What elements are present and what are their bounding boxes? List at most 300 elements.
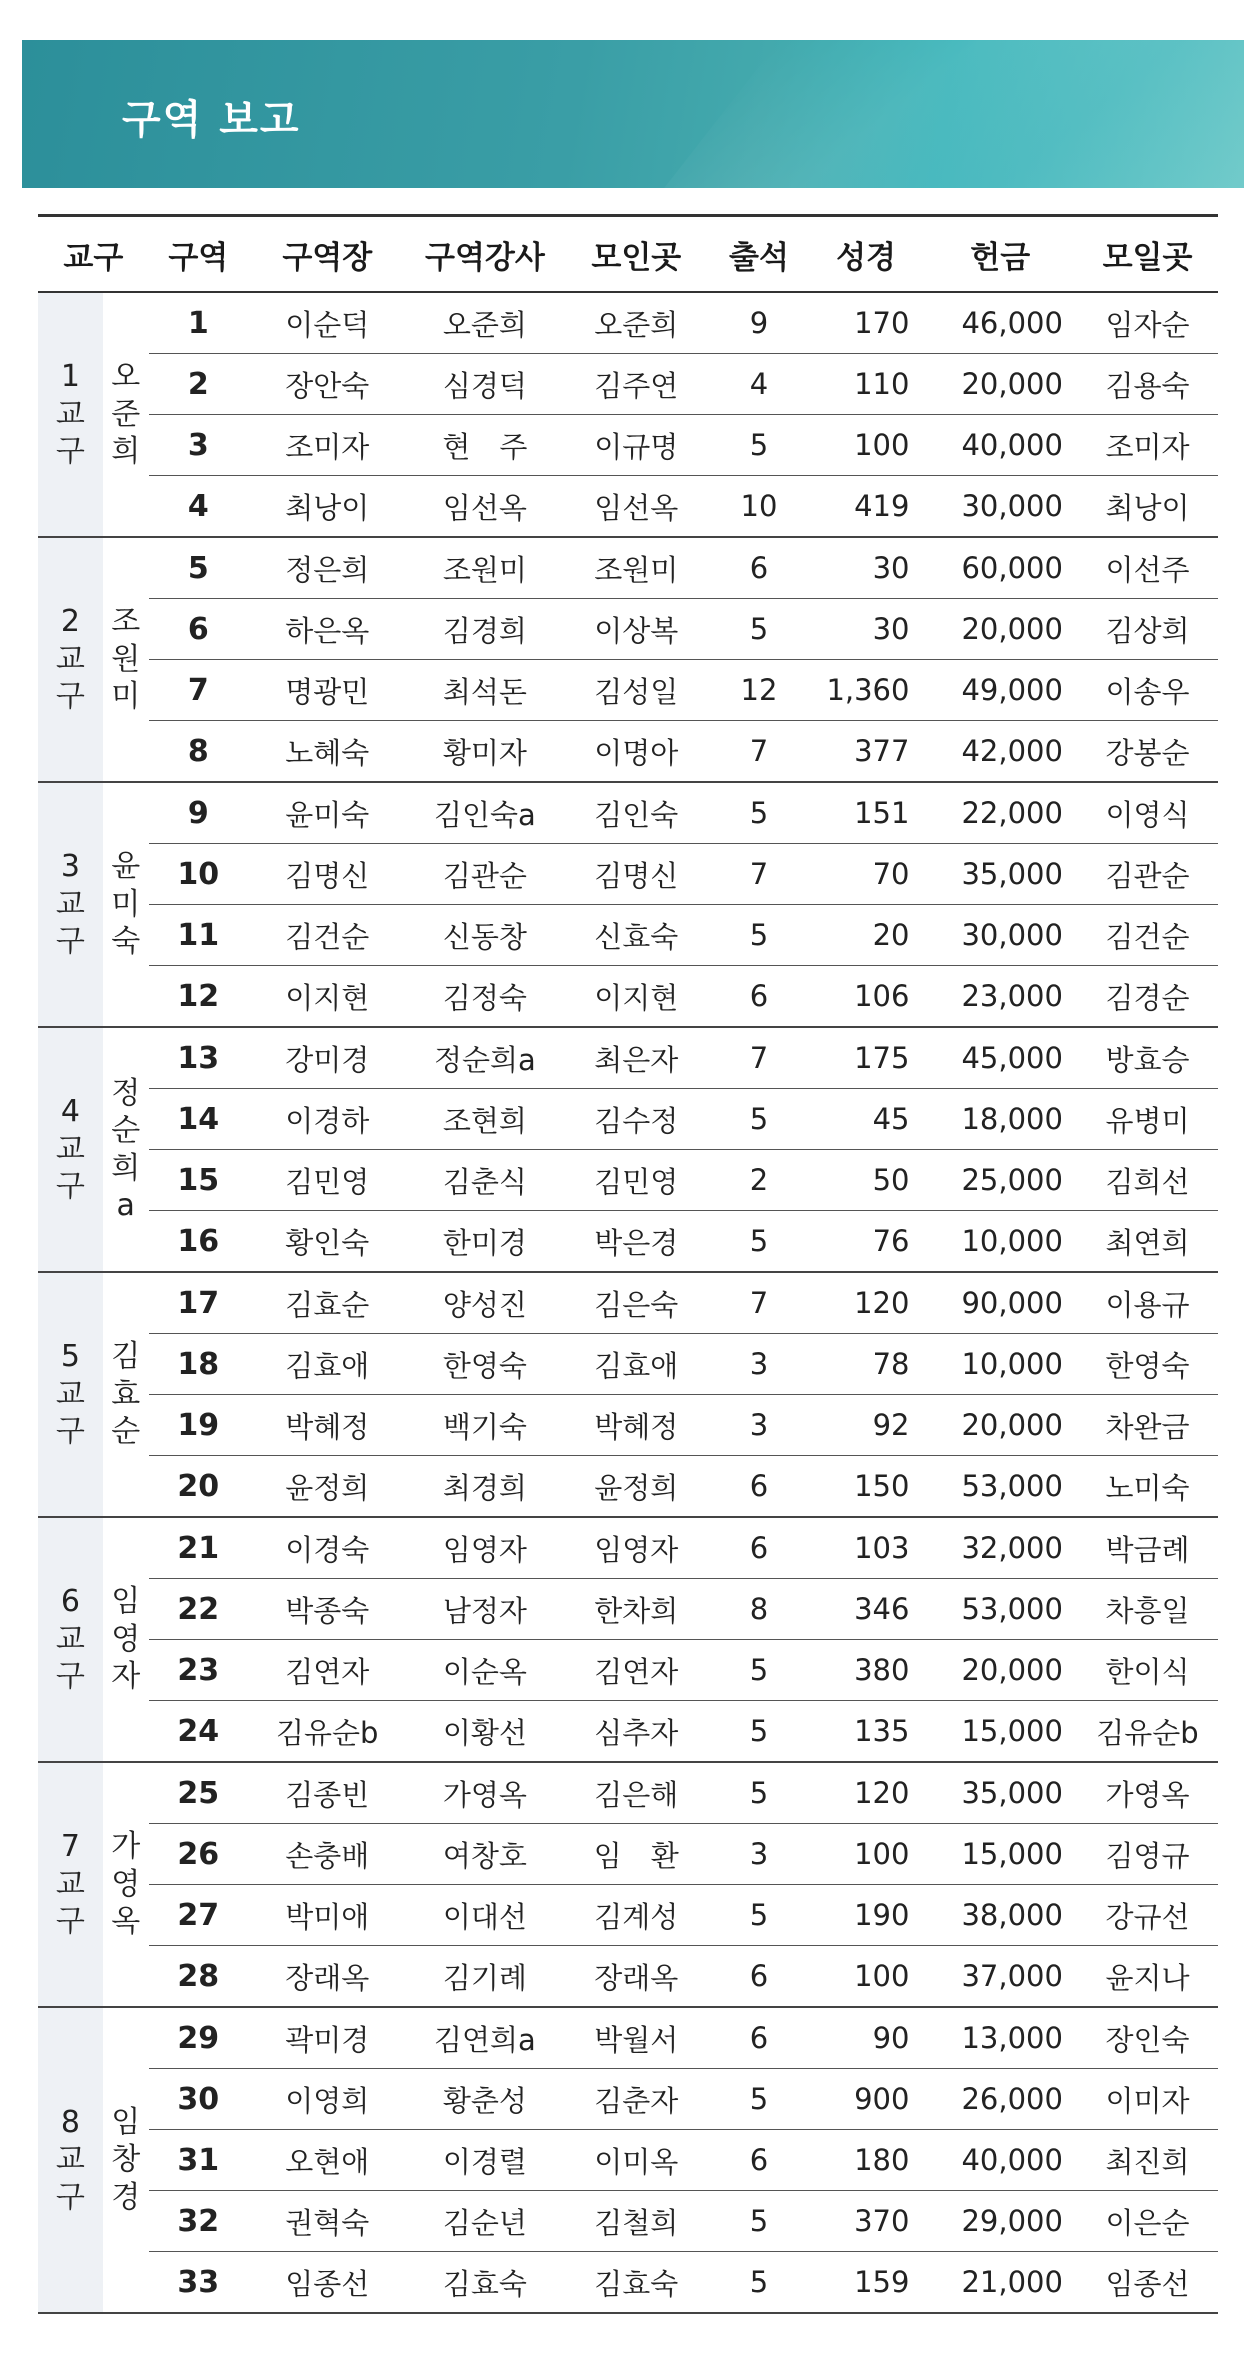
bible-count: 106 [809, 966, 924, 1028]
district-head: 김연자 [248, 1640, 407, 1701]
district-teacher: 양성진 [407, 1272, 564, 1334]
table-row [38, 1579, 1218, 1640]
table-row [38, 2130, 1218, 2191]
meeting-place: 박은경 [563, 1211, 709, 1273]
offering: 21,000 [923, 2252, 1077, 2314]
next-place: 노미숙 [1077, 1456, 1218, 1518]
district-number: 25 [149, 1762, 248, 1824]
gyogu-label: 4 교 구 [38, 1027, 103, 1272]
district-teacher: 남정자 [407, 1579, 564, 1640]
district-head: 명광민 [248, 660, 407, 721]
table-row [38, 2252, 1218, 2314]
meeting-place: 김은해 [563, 1762, 709, 1824]
offering: 35,000 [923, 1762, 1077, 1824]
table-row [38, 1701, 1218, 1763]
gyogu-label: 3 교 구 [38, 782, 103, 1027]
attendance: 6 [709, 2130, 808, 2191]
district-head: 김종빈 [248, 1762, 407, 1824]
district-number: 12 [149, 966, 248, 1028]
gyogu-label: 8 교 구 [38, 2007, 103, 2313]
district-teacher: 오준희 [407, 292, 564, 354]
district-number: 26 [149, 1824, 248, 1885]
bible-count: 346 [809, 1579, 924, 1640]
offering: 18,000 [923, 1089, 1077, 1150]
bible-count: 419 [809, 476, 924, 538]
district-head: 박혜정 [248, 1395, 407, 1456]
offering: 10,000 [923, 1211, 1077, 1273]
bible-count: 175 [809, 1027, 924, 1089]
bible-count: 30 [809, 537, 924, 599]
meeting-place: 최은자 [563, 1027, 709, 1089]
district-teacher: 최석돈 [407, 660, 564, 721]
district-teacher: 김춘식 [407, 1150, 564, 1211]
bible-count: 30 [809, 599, 924, 660]
district-teacher: 김인숙a [407, 782, 564, 844]
district-teacher: 김순년 [407, 2191, 564, 2252]
offering: 42,000 [923, 721, 1077, 783]
next-place: 가영옥 [1077, 1762, 1218, 1824]
district-teacher: 황미자 [407, 721, 564, 783]
offering: 90,000 [923, 1272, 1077, 1334]
table-row [38, 599, 1218, 660]
offering: 10,000 [923, 1334, 1077, 1395]
offering: 22,000 [923, 782, 1077, 844]
table-row [38, 1211, 1218, 1273]
meeting-place: 박월서 [563, 2007, 709, 2069]
offering: 37,000 [923, 1946, 1077, 2008]
attendance: 7 [709, 1272, 808, 1334]
gyogu-label: 5 교 구 [38, 1272, 103, 1517]
offering: 60,000 [923, 537, 1077, 599]
district-number: 27 [149, 1885, 248, 1946]
next-place: 차흥일 [1077, 1579, 1218, 1640]
bible-count: 159 [809, 2252, 924, 2314]
attendance: 4 [709, 354, 808, 415]
meeting-place: 김효애 [563, 1334, 709, 1395]
attendance: 5 [709, 1762, 808, 1824]
bible-count: 110 [809, 354, 924, 415]
attendance: 5 [709, 1089, 808, 1150]
meeting-place: 한차희 [563, 1579, 709, 1640]
next-place: 한이식 [1077, 1640, 1218, 1701]
meeting-place: 임 환 [563, 1824, 709, 1885]
next-place: 강규선 [1077, 1885, 1218, 1946]
bible-count: 135 [809, 1701, 924, 1763]
district-report-table [38, 214, 1218, 2314]
meeting-place: 신효숙 [563, 905, 709, 966]
meeting-place: 김명신 [563, 844, 709, 905]
table-row [38, 1150, 1218, 1211]
district-head: 손충배 [248, 1824, 407, 1885]
offering: 53,000 [923, 1456, 1077, 1518]
district-head: 임종선 [248, 2252, 407, 2314]
gyogu-leader: 김 효 순 [103, 1272, 149, 1517]
offering: 40,000 [923, 2130, 1077, 2191]
district-teacher: 심경덕 [407, 354, 564, 415]
page-title: 구역 보고 [122, 97, 301, 143]
next-place: 김경순 [1077, 966, 1218, 1028]
offering: 26,000 [923, 2069, 1077, 2130]
header-teacher: 구역강사 [407, 216, 564, 293]
district-head: 김민영 [248, 1150, 407, 1211]
district-head: 이경하 [248, 1089, 407, 1150]
offering: 38,000 [923, 1885, 1077, 1946]
district-number: 21 [149, 1517, 248, 1579]
offering: 35,000 [923, 844, 1077, 905]
district-number: 31 [149, 2130, 248, 2191]
district-number: 24 [149, 1701, 248, 1763]
bible-count: 78 [809, 1334, 924, 1395]
district-number: 7 [149, 660, 248, 721]
offering: 20,000 [923, 599, 1077, 660]
attendance: 5 [709, 2069, 808, 2130]
meeting-place: 이규명 [563, 415, 709, 476]
next-place: 김상희 [1077, 599, 1218, 660]
district-head: 정은희 [248, 537, 407, 599]
attendance: 5 [709, 2191, 808, 2252]
meeting-place: 김주연 [563, 354, 709, 415]
gyogu-leader: 임 창 경 [103, 2007, 149, 2313]
meeting-place: 이명아 [563, 721, 709, 783]
offering: 20,000 [923, 1395, 1077, 1456]
attendance: 6 [709, 1456, 808, 1518]
gyogu-leader: 정 순 희 a [103, 1027, 149, 1272]
table-row [38, 1824, 1218, 1885]
attendance: 6 [709, 1946, 808, 2008]
table-row [38, 292, 1218, 354]
district-head: 이영희 [248, 2069, 407, 2130]
district-number: 22 [149, 1579, 248, 1640]
table-row [38, 476, 1218, 538]
district-teacher: 김경희 [407, 599, 564, 660]
district-teacher: 이대선 [407, 1885, 564, 1946]
next-place: 박금례 [1077, 1517, 1218, 1579]
next-place: 최낭이 [1077, 476, 1218, 538]
next-place: 김관순 [1077, 844, 1218, 905]
gyogu-label: 1 교 구 [38, 292, 103, 537]
table-body [38, 292, 1218, 2313]
table-row [38, 660, 1218, 721]
next-place: 방효승 [1077, 1027, 1218, 1089]
attendance: 5 [709, 2252, 808, 2314]
next-place: 김희선 [1077, 1150, 1218, 1211]
table-row [38, 2191, 1218, 2252]
table-row [38, 415, 1218, 476]
offering: 20,000 [923, 354, 1077, 415]
offering: 45,000 [923, 1027, 1077, 1089]
meeting-place: 심추자 [563, 1701, 709, 1763]
attendance: 6 [709, 537, 808, 599]
offering: 25,000 [923, 1150, 1077, 1211]
offering: 40,000 [923, 415, 1077, 476]
attendance: 5 [709, 415, 808, 476]
meeting-place: 김연자 [563, 1640, 709, 1701]
attendance: 5 [709, 782, 808, 844]
district-number: 9 [149, 782, 248, 844]
table-row [38, 844, 1218, 905]
district-head: 이지현 [248, 966, 407, 1028]
table-row [38, 1762, 1218, 1824]
district-teacher: 김관순 [407, 844, 564, 905]
attendance: 7 [709, 844, 808, 905]
table-row [38, 2069, 1218, 2130]
attendance: 5 [709, 1885, 808, 1946]
district-head: 김건순 [248, 905, 407, 966]
attendance: 6 [709, 966, 808, 1028]
attendance: 5 [709, 1211, 808, 1273]
meeting-place: 이미옥 [563, 2130, 709, 2191]
next-place: 김건순 [1077, 905, 1218, 966]
bible-count: 100 [809, 1946, 924, 2008]
table-header-row [38, 216, 1218, 293]
next-place: 최연희 [1077, 1211, 1218, 1273]
district-number: 32 [149, 2191, 248, 2252]
district-teacher: 임영자 [407, 1517, 564, 1579]
table-row [38, 2007, 1218, 2069]
meeting-place: 김철희 [563, 2191, 709, 2252]
attendance: 12 [709, 660, 808, 721]
gyogu-label: 6 교 구 [38, 1517, 103, 1762]
title-banner [22, 40, 1244, 188]
district-number: 2 [149, 354, 248, 415]
bible-count: 190 [809, 1885, 924, 1946]
bible-count: 76 [809, 1211, 924, 1273]
bible-count: 92 [809, 1395, 924, 1456]
table-row [38, 905, 1218, 966]
bible-count: 90 [809, 2007, 924, 2069]
district-head: 김효애 [248, 1334, 407, 1395]
meeting-place: 김효숙 [563, 2252, 709, 2314]
table-row [38, 354, 1218, 415]
bible-count: 50 [809, 1150, 924, 1211]
gyogu-leader: 조 원 미 [103, 537, 149, 782]
table-row [38, 1456, 1218, 1518]
district-teacher: 이황선 [407, 1701, 564, 1763]
bible-count: 170 [809, 292, 924, 354]
attendance: 9 [709, 292, 808, 354]
district-number: 14 [149, 1089, 248, 1150]
gyogu-label: 2 교 구 [38, 537, 103, 782]
next-place: 임자순 [1077, 292, 1218, 354]
district-teacher: 이경렬 [407, 2130, 564, 2191]
meeting-place: 김성일 [563, 660, 709, 721]
gyogu-leader: 오 준 희 [103, 292, 149, 537]
meeting-place: 김인숙 [563, 782, 709, 844]
bible-count: 100 [809, 415, 924, 476]
table-row [38, 721, 1218, 783]
district-head: 황인숙 [248, 1211, 407, 1273]
bible-count: 900 [809, 2069, 924, 2130]
district-number: 23 [149, 1640, 248, 1701]
district-head: 오현애 [248, 2130, 407, 2191]
district-teacher: 정순희a [407, 1027, 564, 1089]
district-head: 김효순 [248, 1272, 407, 1334]
district-number: 11 [149, 905, 248, 966]
table-row [38, 537, 1218, 599]
next-place: 조미자 [1077, 415, 1218, 476]
district-head: 하은옥 [248, 599, 407, 660]
next-place: 이용규 [1077, 1272, 1218, 1334]
meeting-place: 장래옥 [563, 1946, 709, 2008]
offering: 53,000 [923, 1579, 1077, 1640]
attendance: 5 [709, 905, 808, 966]
gyogu-leader: 임 영 자 [103, 1517, 149, 1762]
district-teacher: 황춘성 [407, 2069, 564, 2130]
offering: 30,000 [923, 476, 1077, 538]
district-number: 13 [149, 1027, 248, 1089]
district-head: 조미자 [248, 415, 407, 476]
bible-count: 120 [809, 1762, 924, 1824]
meeting-place: 윤정희 [563, 1456, 709, 1518]
bible-count: 150 [809, 1456, 924, 1518]
meeting-place: 조원미 [563, 537, 709, 599]
header-bible: 성경 [809, 216, 924, 293]
attendance: 8 [709, 1579, 808, 1640]
attendance: 3 [709, 1395, 808, 1456]
attendance: 5 [709, 599, 808, 660]
bible-count: 377 [809, 721, 924, 783]
district-head: 박종숙 [248, 1579, 407, 1640]
district-teacher: 조원미 [407, 537, 564, 599]
district-head: 강미경 [248, 1027, 407, 1089]
district-teacher: 이순옥 [407, 1640, 564, 1701]
meeting-place: 김춘자 [563, 2069, 709, 2130]
next-place: 최진희 [1077, 2130, 1218, 2191]
offering: 30,000 [923, 905, 1077, 966]
district-number: 4 [149, 476, 248, 538]
district-head: 권혁숙 [248, 2191, 407, 2252]
district-head: 노혜숙 [248, 721, 407, 783]
header-attendance: 출석 [709, 216, 808, 293]
district-number: 19 [149, 1395, 248, 1456]
district-head: 윤미숙 [248, 782, 407, 844]
district-number: 6 [149, 599, 248, 660]
offering: 46,000 [923, 292, 1077, 354]
bible-count: 370 [809, 2191, 924, 2252]
gyogu-label: 7 교 구 [38, 1762, 103, 2007]
next-place: 이선주 [1077, 537, 1218, 599]
meeting-place: 이지현 [563, 966, 709, 1028]
meeting-place: 김계성 [563, 1885, 709, 1946]
meeting-place: 이상복 [563, 599, 709, 660]
table-row [38, 966, 1218, 1028]
district-head: 이경숙 [248, 1517, 407, 1579]
district-teacher: 여창호 [407, 1824, 564, 1885]
district-number: 3 [149, 415, 248, 476]
district-head: 윤정희 [248, 1456, 407, 1518]
bible-count: 380 [809, 1640, 924, 1701]
district-head: 장래옥 [248, 1946, 407, 2008]
district-number: 18 [149, 1334, 248, 1395]
district-head: 곽미경 [248, 2007, 407, 2069]
bible-count: 45 [809, 1089, 924, 1150]
district-number: 29 [149, 2007, 248, 2069]
header-district-head: 구역장 [248, 216, 407, 293]
attendance: 2 [709, 1150, 808, 1211]
attendance: 5 [709, 1701, 808, 1763]
next-place: 김유순b [1077, 1701, 1218, 1763]
offering: 15,000 [923, 1824, 1077, 1885]
table-row [38, 1640, 1218, 1701]
bible-count: 20 [809, 905, 924, 966]
district-head: 김명신 [248, 844, 407, 905]
bible-count: 70 [809, 844, 924, 905]
district-head: 이순덕 [248, 292, 407, 354]
gyogu-leader: 윤 미 숙 [103, 782, 149, 1027]
table-row [38, 1946, 1218, 2008]
offering: 13,000 [923, 2007, 1077, 2069]
next-place: 임종선 [1077, 2252, 1218, 2314]
attendance: 3 [709, 1824, 808, 1885]
district-teacher: 현 주 [407, 415, 564, 476]
table-row [38, 1027, 1218, 1089]
next-place: 윤지나 [1077, 1946, 1218, 2008]
report-table-container [38, 214, 1218, 2314]
bible-count: 1,360 [809, 660, 924, 721]
header-offering: 헌금 [923, 216, 1077, 293]
district-head: 장안숙 [248, 354, 407, 415]
offering: 49,000 [923, 660, 1077, 721]
table-row [38, 1089, 1218, 1150]
meeting-place: 오준희 [563, 292, 709, 354]
district-teacher: 김정숙 [407, 966, 564, 1028]
next-place: 이은순 [1077, 2191, 1218, 2252]
district-teacher: 한영숙 [407, 1334, 564, 1395]
district-teacher: 가영옥 [407, 1762, 564, 1824]
meeting-place: 김은숙 [563, 1272, 709, 1334]
table-row [38, 1334, 1218, 1395]
attendance: 6 [709, 2007, 808, 2069]
district-teacher: 신동창 [407, 905, 564, 966]
offering: 20,000 [923, 1640, 1077, 1701]
district-number: 16 [149, 1211, 248, 1273]
next-place: 한영숙 [1077, 1334, 1218, 1395]
header-meeting-place: 모인곳 [563, 216, 709, 293]
offering: 32,000 [923, 1517, 1077, 1579]
district-teacher: 한미경 [407, 1211, 564, 1273]
table-row [38, 782, 1218, 844]
meeting-place: 임선옥 [563, 476, 709, 538]
header-district: 구역 [149, 216, 248, 293]
district-teacher: 조현희 [407, 1089, 564, 1150]
attendance: 5 [709, 1640, 808, 1701]
offering: 29,000 [923, 2191, 1077, 2252]
next-place: 장인숙 [1077, 2007, 1218, 2069]
district-number: 8 [149, 721, 248, 783]
next-place: 유병미 [1077, 1089, 1218, 1150]
district-head: 박미애 [248, 1885, 407, 1946]
offering: 23,000 [923, 966, 1077, 1028]
bible-count: 120 [809, 1272, 924, 1334]
next-place: 김용숙 [1077, 354, 1218, 415]
district-number: 20 [149, 1456, 248, 1518]
district-number: 5 [149, 537, 248, 599]
bible-count: 100 [809, 1824, 924, 1885]
attendance: 10 [709, 476, 808, 538]
attendance: 7 [709, 1027, 808, 1089]
meeting-place: 박혜정 [563, 1395, 709, 1456]
bible-count: 103 [809, 1517, 924, 1579]
district-teacher: 임선옥 [407, 476, 564, 538]
table-row [38, 1272, 1218, 1334]
district-number: 1 [149, 292, 248, 354]
district-number: 33 [149, 2252, 248, 2314]
meeting-place: 김민영 [563, 1150, 709, 1211]
district-number: 28 [149, 1946, 248, 2008]
table-row [38, 1517, 1218, 1579]
header-gyogu: 교구 [38, 216, 149, 293]
table-row [38, 1885, 1218, 1946]
